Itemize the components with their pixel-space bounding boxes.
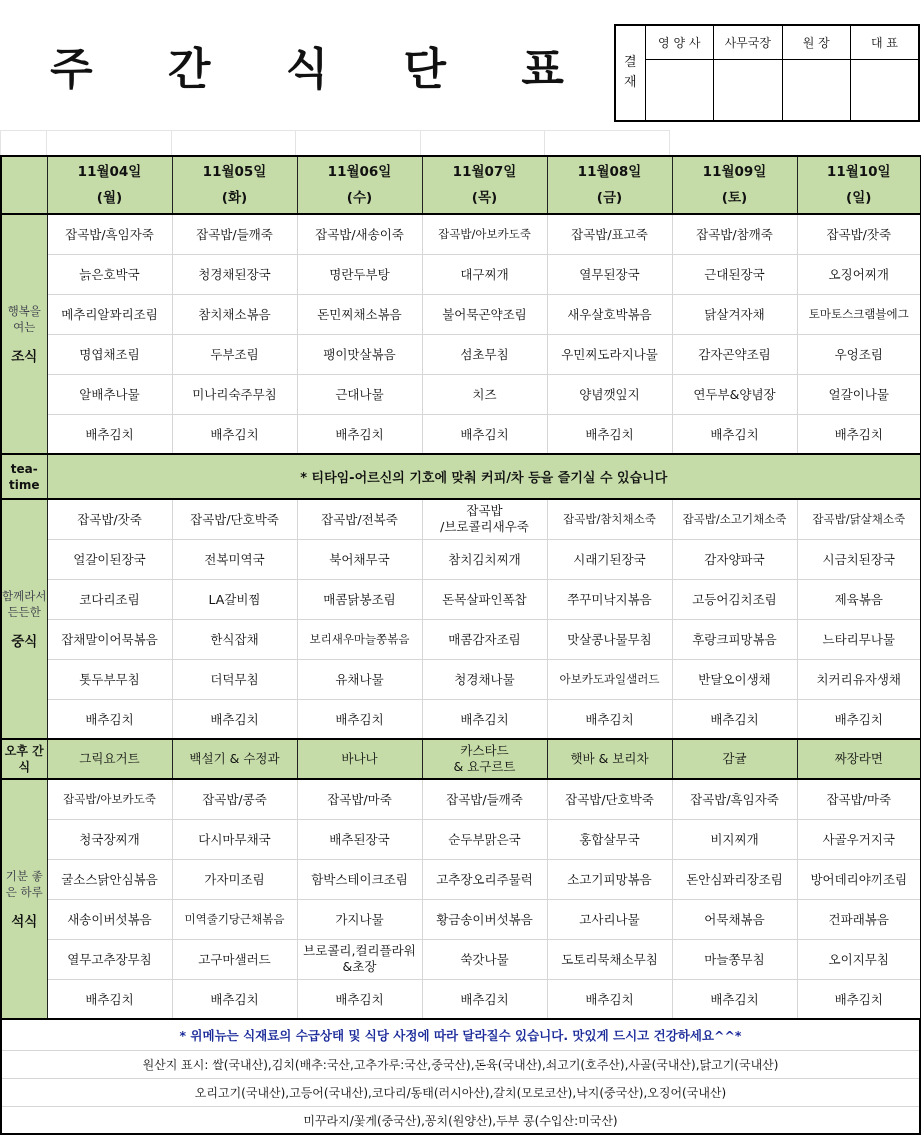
- menu-item: 열무고추장무침: [47, 939, 172, 979]
- approval-header-office-manager: 사무국장: [714, 25, 783, 59]
- dinner-row: [1, 779, 921, 819]
- menu-item: 배추김치: [47, 699, 172, 739]
- menu-item: 우엉조림: [797, 334, 921, 374]
- teatime-row: [1, 454, 921, 499]
- menu-item: 치즈: [422, 374, 547, 414]
- menu-item: 유채나물: [297, 659, 422, 699]
- menu-item: 황금송이버섯볶음: [422, 899, 547, 939]
- menu-item: 잡곡밥/잣죽: [797, 214, 921, 254]
- menu-item: 두부조림: [172, 334, 297, 374]
- menu-item: 잡곡밥/들깨죽: [422, 779, 547, 819]
- date-label: 11월05일: [202, 164, 267, 180]
- date-label: 11월04일: [77, 164, 142, 180]
- date-cell: [297, 156, 422, 214]
- date-label: 11월09일: [702, 164, 767, 180]
- menu-item: 잡채말이어묵볶음: [47, 619, 172, 659]
- lunch-row: [1, 699, 921, 739]
- date-label: 11월07일: [452, 164, 517, 180]
- date-cell: [422, 156, 547, 214]
- menu-item: 참치채소볶음: [172, 294, 297, 334]
- menu-item: 잡곡밥/흑임자죽: [47, 214, 172, 254]
- weekday-label: (금): [596, 190, 623, 206]
- origin-label-line: 오리고기(국내산),고등어(국내산),코다리/동태(러시아산),갈치(모로코산),낙지(중국산),오징어(국내산): [2, 1079, 919, 1107]
- breakfast-row: [1, 334, 921, 374]
- menu-item: 배추김치: [172, 699, 297, 739]
- lunch-row: [1, 579, 921, 619]
- menu-item: 잡곡밥/마죽: [797, 779, 921, 819]
- menu-item: 굴소스닭안심볶음: [47, 859, 172, 899]
- menu-item: 잡곡밥/콩죽: [172, 779, 297, 819]
- signature-box[interactable]: [714, 59, 783, 121]
- menu-item: 브로콜리,컬리플라워 &초장: [297, 939, 422, 979]
- menu-item: 도토리묵채소무침: [547, 939, 672, 979]
- breakfast-row: [1, 414, 921, 454]
- menu-item: 오징어찌개: [797, 254, 921, 294]
- dinner-side-label: [1, 779, 47, 1019]
- menu-item: 배추김치: [297, 979, 422, 1019]
- snack-item: 바나나: [297, 739, 422, 779]
- signature-box[interactable]: [645, 59, 714, 121]
- menu-notice: * 위메뉴는 식재료의 수급상태 및 식당 사정에 따라 달라질수 있습니다. 맛있게 드시고 건강하세요^^*: [2, 1020, 919, 1051]
- date-label: 11월10일: [826, 164, 891, 180]
- menu-item: 제육볶음: [797, 579, 921, 619]
- origin-label-line: 미꾸라지/꽃게(중국산),꽁치(원양산),두부 콩(수입산:미국산): [303, 1114, 618, 1128]
- origin-label-line: 원산지 표시: 쌀(국내산),김치(배추:국산,고추가루:국산,중국산),돈육(국내산),쇠고기(호주산),사골(국내산),닭고기(국내산): [2, 1051, 919, 1079]
- menu-item: 배추김치: [422, 699, 547, 739]
- teatime-text: * 티타임-어르신의 기호에 맞춰 커피/차 등을 즐기실 수 있습니다: [47, 454, 921, 499]
- menu-item: 반달오이생채: [672, 659, 797, 699]
- menu-item: 배추김치: [797, 414, 921, 454]
- menu-item: 마늘쫑무침: [672, 939, 797, 979]
- approval-label: 결 재: [615, 25, 645, 121]
- dinner-row: [1, 859, 921, 899]
- snack-item: 카스타드 & 요구르트: [422, 739, 547, 779]
- menu-item: 함박스테이크조림: [297, 859, 422, 899]
- lunch-row: [1, 659, 921, 699]
- menu-item: 섬초무침: [422, 334, 547, 374]
- menu-item: 오이지무침: [797, 939, 921, 979]
- menu-item: 배추김치: [547, 414, 672, 454]
- menu-item: 더덕무침: [172, 659, 297, 699]
- weekday-label: (목): [471, 190, 498, 206]
- menu-item: 배추된장국: [297, 819, 422, 859]
- menu-item: 배추김치: [297, 699, 422, 739]
- approval-header-nutritionist: 영 양 사: [645, 25, 714, 59]
- menu-item: 얼갈이된장국: [47, 539, 172, 579]
- breakfast-row: [1, 214, 921, 254]
- menu-item: 사골우거지국: [797, 819, 921, 859]
- snack-item: 그릭요거트: [47, 739, 172, 779]
- menu-item: 배추김치: [47, 979, 172, 1019]
- breakfast-meal-label: 조식: [11, 349, 38, 365]
- menu-item: 배추김치: [672, 979, 797, 1019]
- menu-item: 후랑크피망볶음: [672, 619, 797, 659]
- menu-item: 전복미역국: [172, 539, 297, 579]
- dinner-row: [1, 899, 921, 939]
- menu-item: 배추김치: [797, 699, 921, 739]
- menu-item: 매콤닭봉조림: [297, 579, 422, 619]
- menu-item: 배추김치: [297, 414, 422, 454]
- menu-item: 보리새우마늘쫑볶음: [297, 619, 422, 659]
- menu-item: 닭살겨자채: [672, 294, 797, 334]
- menu-item: 잡곡밥/표고죽: [547, 214, 672, 254]
- menu-item: 대구찌개: [422, 254, 547, 294]
- breakfast-row: [1, 294, 921, 334]
- date-header-row: [1, 156, 921, 214]
- menu-item: 배추김치: [547, 699, 672, 739]
- lunch-row: [1, 499, 921, 539]
- menu-item: 고등어김치조림: [672, 579, 797, 619]
- menu-item: 잡곡밥/아보카도죽: [47, 779, 172, 819]
- menu-item: 열무된장국: [547, 254, 672, 294]
- snack-item: 짜장라면: [797, 739, 921, 779]
- menu-item: 팽이맛살볶음: [297, 334, 422, 374]
- menu-item: 잡곡밥/참깨죽: [672, 214, 797, 254]
- signature-box[interactable]: [782, 59, 851, 121]
- menu-item: 고구마샐러드: [172, 939, 297, 979]
- menu-item: 배추김치: [672, 414, 797, 454]
- menu-item: 잡곡밥/소고기채소죽: [672, 499, 797, 539]
- menu-item: 감자양파국: [672, 539, 797, 579]
- menu-item: 아보카도과일샐러드: [547, 659, 672, 699]
- menu-item: LA갈비찜: [172, 579, 297, 619]
- menu-item: 북어채무국: [297, 539, 422, 579]
- menu-item: 미역줄기당근채볶음: [172, 899, 297, 939]
- menu-item: 쭈꾸미낙지볶음: [547, 579, 672, 619]
- lunch-slogan: 함께라서 든든한: [2, 589, 47, 619]
- date-cell: [797, 156, 921, 214]
- menu-item: 배추김치: [797, 979, 921, 1019]
- menu-item: 소고기피망볶음: [547, 859, 672, 899]
- menu-item: 홍합살무국: [547, 819, 672, 859]
- menu-item: 잡곡밥/닭살채소죽: [797, 499, 921, 539]
- menu-item: 근대나물: [297, 374, 422, 414]
- corner-cell: [1, 156, 47, 214]
- menu-item: 고사리나물: [547, 899, 672, 939]
- menu-item: 배추김치: [172, 979, 297, 1019]
- dinner-meal-label: 석식: [11, 914, 38, 930]
- date-label: 11월06일: [327, 164, 392, 180]
- menu-item: 돈목살파인폭찹: [422, 579, 547, 619]
- menu-item: 다시마무채국: [172, 819, 297, 859]
- menu-item: 고추장오리주물럭: [422, 859, 547, 899]
- date-cell: [47, 156, 172, 214]
- signature-box[interactable]: [851, 59, 920, 121]
- lunch-meal-label: 중식: [11, 634, 38, 650]
- menu-item: 가지나물: [297, 899, 422, 939]
- menu-item: 잡곡밥/아보카도죽: [422, 214, 547, 254]
- breakfast-slogan: 행복을 여는: [7, 304, 41, 334]
- menu-item: 배추김치: [422, 979, 547, 1019]
- menu-item: 감자곤약조림: [672, 334, 797, 374]
- menu-item: 명란두부탕: [297, 254, 422, 294]
- menu-item: 근대된장국: [672, 254, 797, 294]
- weekday-label: (수): [346, 190, 373, 206]
- dinner-slogan: 기분 좋은 하루: [5, 869, 43, 899]
- menu-item: 가자미조림: [172, 859, 297, 899]
- menu-item: 배추김치: [547, 979, 672, 1019]
- menu-item: 청경채된장국: [172, 254, 297, 294]
- date-cell: [172, 156, 297, 214]
- dinner-row: [1, 819, 921, 859]
- menu-item: 잡곡밥/새송이죽: [297, 214, 422, 254]
- menu-item: 건파래볶음: [797, 899, 921, 939]
- snack-item: 감귤: [672, 739, 797, 779]
- spacer-grid: [0, 130, 670, 157]
- menu-item: 연두부&양념장: [672, 374, 797, 414]
- menu-item: 토마토스크램블에그: [797, 294, 921, 334]
- menu-item: 잡곡밥/마죽: [297, 779, 422, 819]
- menu-item: 시래기된장국: [547, 539, 672, 579]
- dinner-row: [1, 979, 921, 1019]
- menu-item: 쑥갓나물: [422, 939, 547, 979]
- menu-item: 잡곡밥 /브로콜리새우죽: [422, 499, 547, 539]
- menu-item: 양념깻잎지: [547, 374, 672, 414]
- menu-item: 배추김치: [672, 699, 797, 739]
- menu-item: 잡곡밥/단호박죽: [172, 499, 297, 539]
- menu-item: 잡곡밥/단호박죽: [547, 779, 672, 819]
- menu-item: 청경채나물: [422, 659, 547, 699]
- snack-row: [1, 739, 921, 779]
- approval-header-director: 원 장: [782, 25, 851, 59]
- menu-item: 배추김치: [47, 414, 172, 454]
- menu-item: 얼갈이나물: [797, 374, 921, 414]
- menu-item: 방어데리야끼조림: [797, 859, 921, 899]
- menu-item: 잡곡밥/흑임자죽: [672, 779, 797, 819]
- breakfast-row: [1, 254, 921, 294]
- notes-section: [0, 1020, 921, 1135]
- menu-item: 배추김치: [422, 414, 547, 454]
- menu-item: 비지찌개: [672, 819, 797, 859]
- menu-item: 매콤감자조림: [422, 619, 547, 659]
- date-label: 11월08일: [577, 164, 642, 180]
- lunch-side-label: [1, 499, 47, 739]
- menu-item: 치커리유자생채: [797, 659, 921, 699]
- menu-item: 새우살호박볶음: [547, 294, 672, 334]
- menu-item: 시금치된장국: [797, 539, 921, 579]
- menu-item: 톳두부무침: [47, 659, 172, 699]
- snack-item: 햇바 & 보리차: [547, 739, 672, 779]
- menu-item: 잡곡밥/참치채소죽: [547, 499, 672, 539]
- menu-item: 우민찌도라지나물: [547, 334, 672, 374]
- lunch-row: [1, 539, 921, 579]
- menu-item: 참치김치찌개: [422, 539, 547, 579]
- menu-item: 돈안심꽈리장조림: [672, 859, 797, 899]
- menu-item: 잡곡밥/잣죽: [47, 499, 172, 539]
- menu-item: 한식잡채: [172, 619, 297, 659]
- approval-header-ceo: 대 표: [851, 25, 920, 59]
- weekday-label: (토): [721, 190, 748, 206]
- lunch-row: [1, 619, 921, 659]
- menu-item: 늙은호박국: [47, 254, 172, 294]
- date-cell: [672, 156, 797, 214]
- menu-item: 청국장찌개: [47, 819, 172, 859]
- menu-item: 명엽채조림: [47, 334, 172, 374]
- menu-item: 새송이버섯볶음: [47, 899, 172, 939]
- date-cell: [547, 156, 672, 214]
- menu-item: 코다리조림: [47, 579, 172, 619]
- menu-item: 불어묵곤약조림: [422, 294, 547, 334]
- menu-item: 알배추나물: [47, 374, 172, 414]
- menu-item: 잡곡밥/들깨죽: [172, 214, 297, 254]
- menu-item: 돈민찌채소볶음: [297, 294, 422, 334]
- snack-item: 백설기 & 수정과: [172, 739, 297, 779]
- menu-item: 어묵채볶음: [672, 899, 797, 939]
- weekday-label: (월): [96, 190, 123, 206]
- breakfast-row: [1, 374, 921, 414]
- menu-item: 맛살콩나물무침: [547, 619, 672, 659]
- breakfast-side-label: [1, 214, 47, 454]
- menu-item: 메추리알꽈리조림: [47, 294, 172, 334]
- weekday-label: (화): [221, 190, 248, 206]
- menu-item: 배추김치: [172, 414, 297, 454]
- teatime-label: tea-time: [1, 454, 47, 499]
- menu-item: 미나리숙주무침: [172, 374, 297, 414]
- menu-item: 순두부맑은국: [422, 819, 547, 859]
- page-title: 주 간 식 단 표: [50, 44, 594, 95]
- weekday-label: (일): [846, 190, 872, 206]
- menu-item: 느타리무나물: [797, 619, 921, 659]
- dinner-row: [1, 939, 921, 979]
- weekly-menu-table: [0, 155, 921, 1020]
- menu-item: 잡곡밥/전복죽: [297, 499, 422, 539]
- approval-box: [614, 24, 920, 122]
- snack-label: 오후 간식: [1, 739, 47, 779]
